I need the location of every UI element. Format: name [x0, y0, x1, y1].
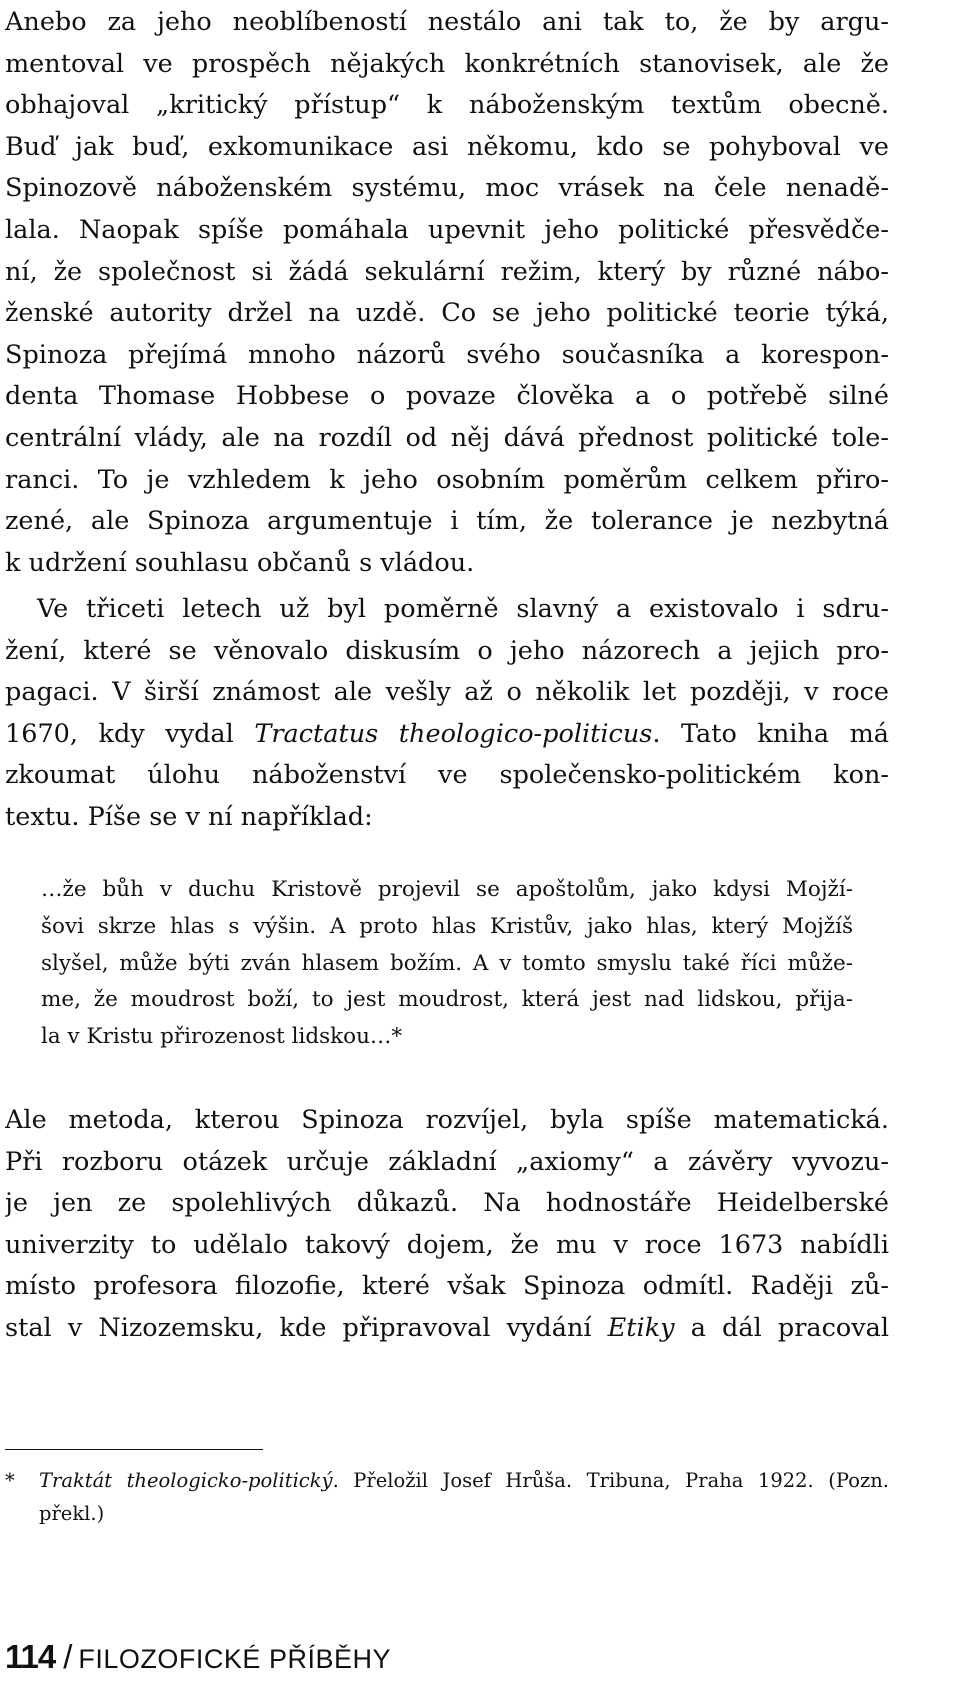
- text-line: Anebo za jeho neoblíbeností nestálo ani tak to, že by argu-: [5, 7, 889, 37]
- text-line: Buď jak buď, exkomunikace asi někomu, kdo se pohyboval ve: [5, 131, 889, 162]
- text-line: místo profesora filozofie, které však Spinoza odmítl. Raději zů-: [5, 1271, 889, 1302]
- quote-line: šovi skrze hlas s výšin. A proto hlas Kristův, jako hlas, který Mojžíš: [41, 913, 853, 939]
- book-title-etika: Etiky: [607, 1312, 675, 1343]
- footnote-body: [39, 1464, 889, 1530]
- running-footer: [5, 1638, 391, 1676]
- text-line: ní, že společnost si žádá sekulární režim, který by různé nábo-: [5, 256, 889, 287]
- text-run: stal v Nizozemsku, kde připravoval vydání: [5, 1312, 608, 1343]
- text-run: . Tato kniha má: [652, 718, 889, 749]
- text-line: centrální vlády, ale na rozdíl od něj dává přednost politické tole-: [5, 422, 889, 453]
- footnote-line: [39, 1464, 889, 1497]
- quote-line: slyšel, může býti zván hlasem božím. A v tomto smyslu také říci může-: [41, 950, 853, 976]
- text-line: obhajoval „kritický přístup“ k náboženským textům obecně.: [5, 90, 889, 121]
- text-line: lala. Naopak spíše pomáhala upevnit jeho politické přesvědče-: [5, 214, 889, 245]
- text-line: ženské autority držel na uzdě. Co se jeho politické teorie týká,: [5, 298, 889, 329]
- block-quote: [41, 872, 853, 1056]
- text-line: denta Thomase Hobbese o povaze člověka a o potřebě silné: [5, 381, 889, 412]
- text-line: Spinozově náboženském systému, moc vrásek na čele nenadě-: [5, 173, 889, 204]
- paragraph-3: [5, 1100, 889, 1350]
- text-run: 1670, kdy vydal: [5, 718, 255, 749]
- text-line: Spinoza přejímá mnoho názorů svého současníka a korespon-: [5, 339, 889, 370]
- text-line: univerzity to udělalo takový dojem, že mu v roce 1673 nabídli: [5, 1229, 889, 1260]
- text-line: je jen ze spolehlivých důkazů. Na hodnostáře Heidelberské: [5, 1188, 889, 1219]
- footnote-line: překl.): [39, 1502, 105, 1525]
- text-line: zkoumat úlohu náboženství ve společensko-politickém kon-: [5, 760, 889, 791]
- quote-line: …že bůh v duchu Kristově projevil se apoštolům, jako kdysi Mojží-: [41, 877, 853, 902]
- page-number: 114: [5, 1638, 56, 1675]
- footer-separator: /: [63, 1638, 73, 1675]
- text-line: mentoval ve prospěch nějakých konkrétních stanovisek, ale že: [5, 48, 889, 79]
- paragraph-1: [5, 2, 889, 584]
- footnote-mark: *: [5, 1469, 15, 1492]
- text-line: zené, ale Spinoza argumentuje i tím, že tolerance je nezbytná: [5, 506, 889, 537]
- quote-line: la v Kristu přirozenost lidskou…*: [41, 1024, 403, 1050]
- footnote-title: Traktát theologicko-politický: [39, 1469, 333, 1492]
- quote-line: me, že moudrost boží, to jest moudrost, která jest nad lidskou, přija-: [41, 987, 853, 1013]
- text-line: ranci. To je vzhledem k jeho osobním poměrům celkem přiro-: [5, 464, 889, 495]
- paragraph-2: [5, 589, 889, 839]
- text-line: žení, které se věnovalo diskusím o jeho názorech a jejich pro-: [5, 635, 889, 666]
- text-line: Ale metoda, kterou Spinoza rozvíjel, byla spíše matematická.: [5, 1105, 889, 1135]
- text-line: pagaci. V širší známost ale vešly až o několik let později, v roce: [5, 677, 889, 708]
- book-title-tractatus: Tractatus theologico-politicus: [254, 718, 653, 749]
- book-title: FILOZOFICKÉ PŘÍBĚHY: [78, 1644, 391, 1674]
- text-line: [5, 714, 889, 756]
- text-line: Ve třiceti letech už byl poměrně slavný a existovalo i sdru-: [37, 594, 889, 624]
- footnote-divider: [5, 1449, 263, 1450]
- text-run: a dál pracoval: [674, 1312, 889, 1343]
- text-line: [5, 1308, 889, 1350]
- text-line: Při rozboru otázek určuje základní „axiomy“ a závěry vyvozu-: [5, 1146, 889, 1177]
- text-run: . Přeložil Josef Hrůša. Tribuna, Praha 1922. (Pozn.: [332, 1469, 889, 1492]
- text-line: textu. Píše se v ní například:: [5, 801, 373, 832]
- footnote: [5, 1464, 889, 1530]
- text-line: k udržení souhlasu občanů s vládou.: [5, 547, 475, 578]
